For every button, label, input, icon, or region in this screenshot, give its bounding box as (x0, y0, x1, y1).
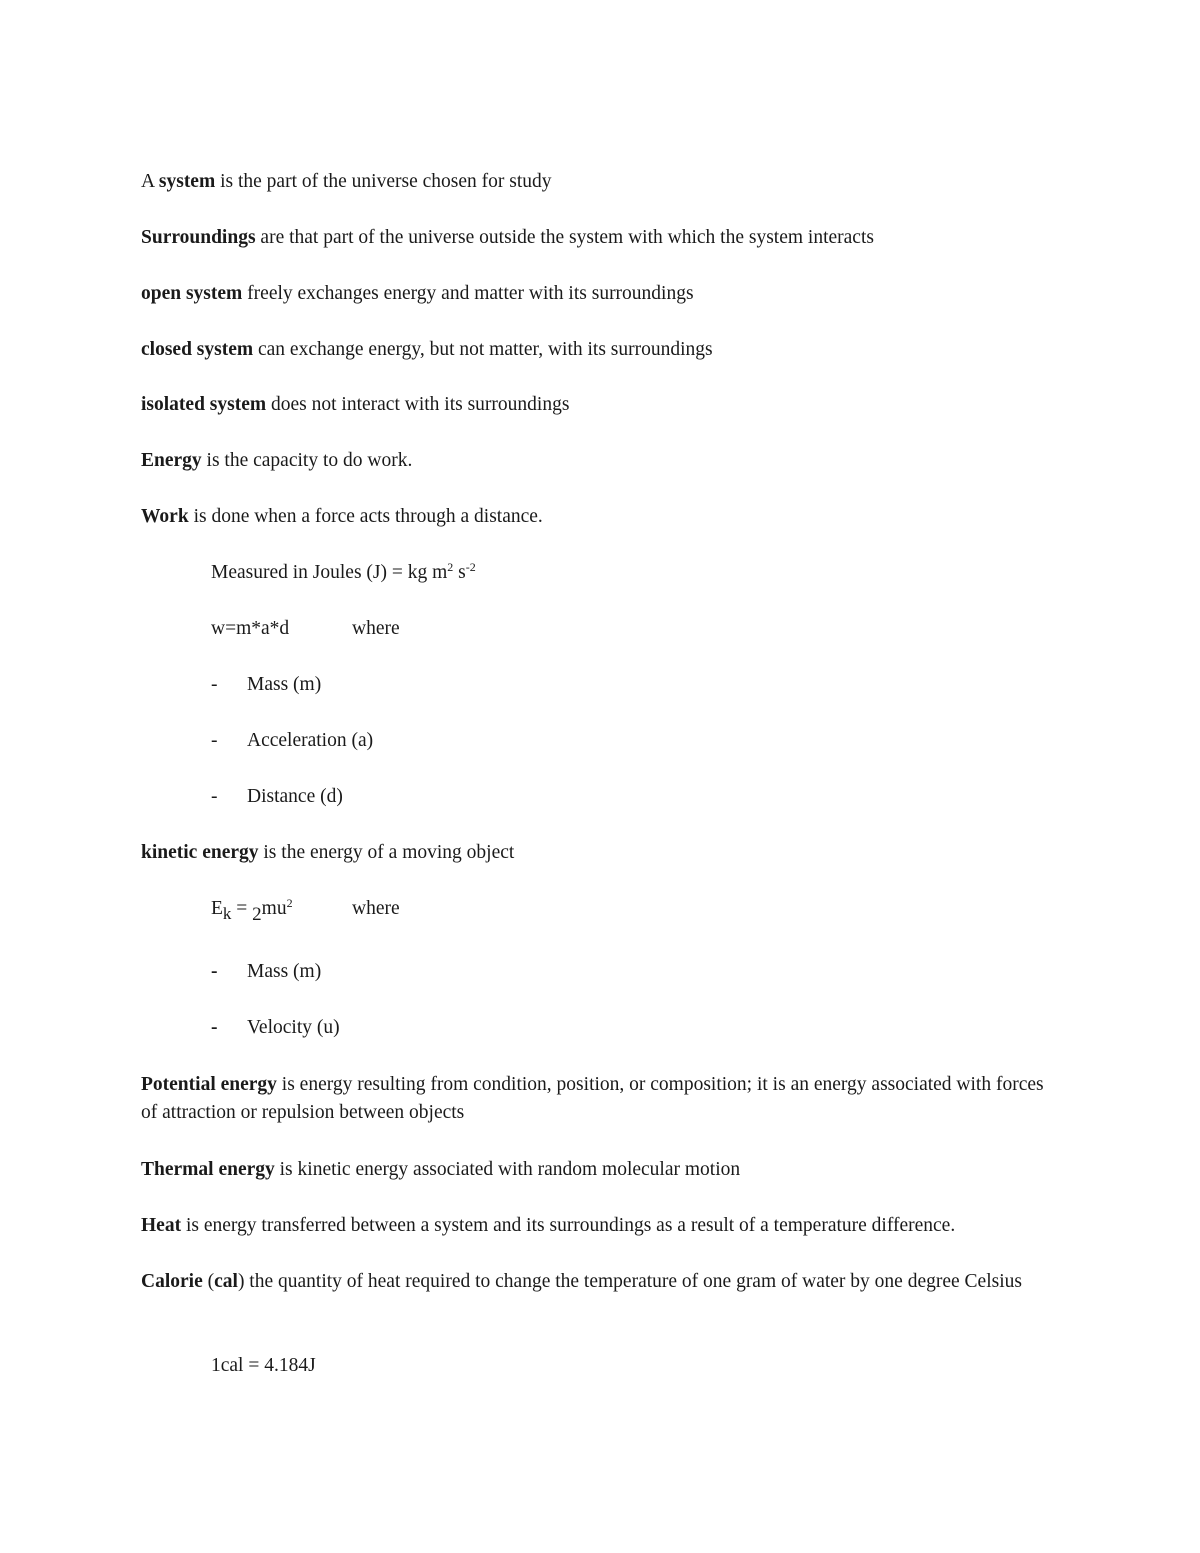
list-item: Distance (d) (247, 786, 343, 807)
exponent: 2 (286, 896, 293, 910)
definition-text: does not interact with its surroundings (266, 394, 570, 415)
work-units (211, 559, 476, 587)
definition-energy (141, 447, 412, 475)
definition-text: is the part of the universe chosen for study (215, 171, 552, 192)
formula-e: E (211, 898, 223, 919)
definition-thermal-energy (141, 1156, 740, 1184)
list-dash: - (211, 786, 218, 807)
term-work: Work (141, 506, 189, 527)
term-thermal-energy: Thermal energy (141, 1159, 275, 1180)
definition-open-system (141, 280, 694, 308)
formula-two: 2 (252, 904, 262, 925)
definition-kinetic-energy (141, 839, 514, 867)
term-heat: Heat (141, 1215, 182, 1236)
definition-text: is the energy of a moving object (258, 842, 515, 863)
term-cal: cal (214, 1271, 238, 1292)
definition-closed-system (141, 336, 713, 364)
term-closed-system: closed system (141, 339, 254, 360)
list-item: Mass (m) (247, 961, 322, 982)
list-item: Velocity (u) (247, 1017, 340, 1038)
list-item: Mass (m) (247, 674, 322, 695)
list-dash: - (211, 730, 218, 751)
definition-heat (141, 1212, 955, 1240)
definition-text: ) the quantity of heat required to change the temperature of one gram of water by one degree Celsius (237, 1271, 1022, 1292)
term-potential-energy: Potential energy (141, 1074, 277, 1095)
exponent: 2 (447, 560, 454, 574)
formula-eq: = (231, 898, 253, 919)
list-dash: - (211, 961, 218, 982)
term-energy: Energy (141, 450, 202, 471)
definition-text: is kinetic energy associated with random molecular motion (274, 1159, 741, 1180)
formula-mu: mu (261, 898, 287, 919)
exponent: -2 (465, 560, 476, 574)
definition-text: can exchange energy, but not matter, with its surroundings (253, 339, 713, 360)
term-surroundings: Surroundings (141, 227, 256, 248)
definition-text: is energy resulting from condition, position, or composition; it is an energy associated with forces of attraction or repulsion between objects (141, 1074, 1044, 1123)
term-kinetic-energy: kinetic energy (141, 842, 259, 863)
subscript: k (222, 904, 232, 923)
definition-system (141, 168, 552, 196)
list-dash: - (211, 674, 218, 695)
definition-surroundings (141, 224, 874, 252)
where-label: where (352, 898, 400, 919)
term-isolated-system: isolated system (141, 394, 267, 415)
definition-text: freely exchanges energy and matter with its surroundings (242, 283, 694, 304)
where-label: where (352, 618, 400, 639)
definition-text: is the capacity to do work. (201, 450, 413, 471)
term-open-system: open system (141, 283, 243, 304)
units-text: Measured in Joules (J) = kg m (211, 562, 448, 583)
definition-isolated-system (141, 391, 569, 419)
definition-text: are that part of the universe outside the system with which the system interacts (255, 227, 874, 248)
kinetic-formula (211, 895, 293, 923)
term-calorie: Calorie (141, 1271, 203, 1292)
list-item: Acceleration (a) (247, 730, 374, 751)
list-dash: - (211, 1017, 218, 1038)
article: A (141, 171, 159, 192)
work-formula: w=m*a*d (211, 618, 290, 639)
definition-work (141, 503, 543, 531)
calorie-conversion: 1cal = 4.184J (211, 1355, 316, 1376)
definition-calorie (141, 1268, 1061, 1296)
units-s: s (453, 562, 466, 583)
term-system: system (158, 171, 216, 192)
definition-text: is energy transferred between a system and its surroundings as a result of a temperature difference. (181, 1215, 956, 1236)
definition-text: is done when a force acts through a distance. (188, 506, 543, 527)
definition-potential-energy (141, 1071, 1061, 1127)
paren: ( (202, 1271, 215, 1292)
